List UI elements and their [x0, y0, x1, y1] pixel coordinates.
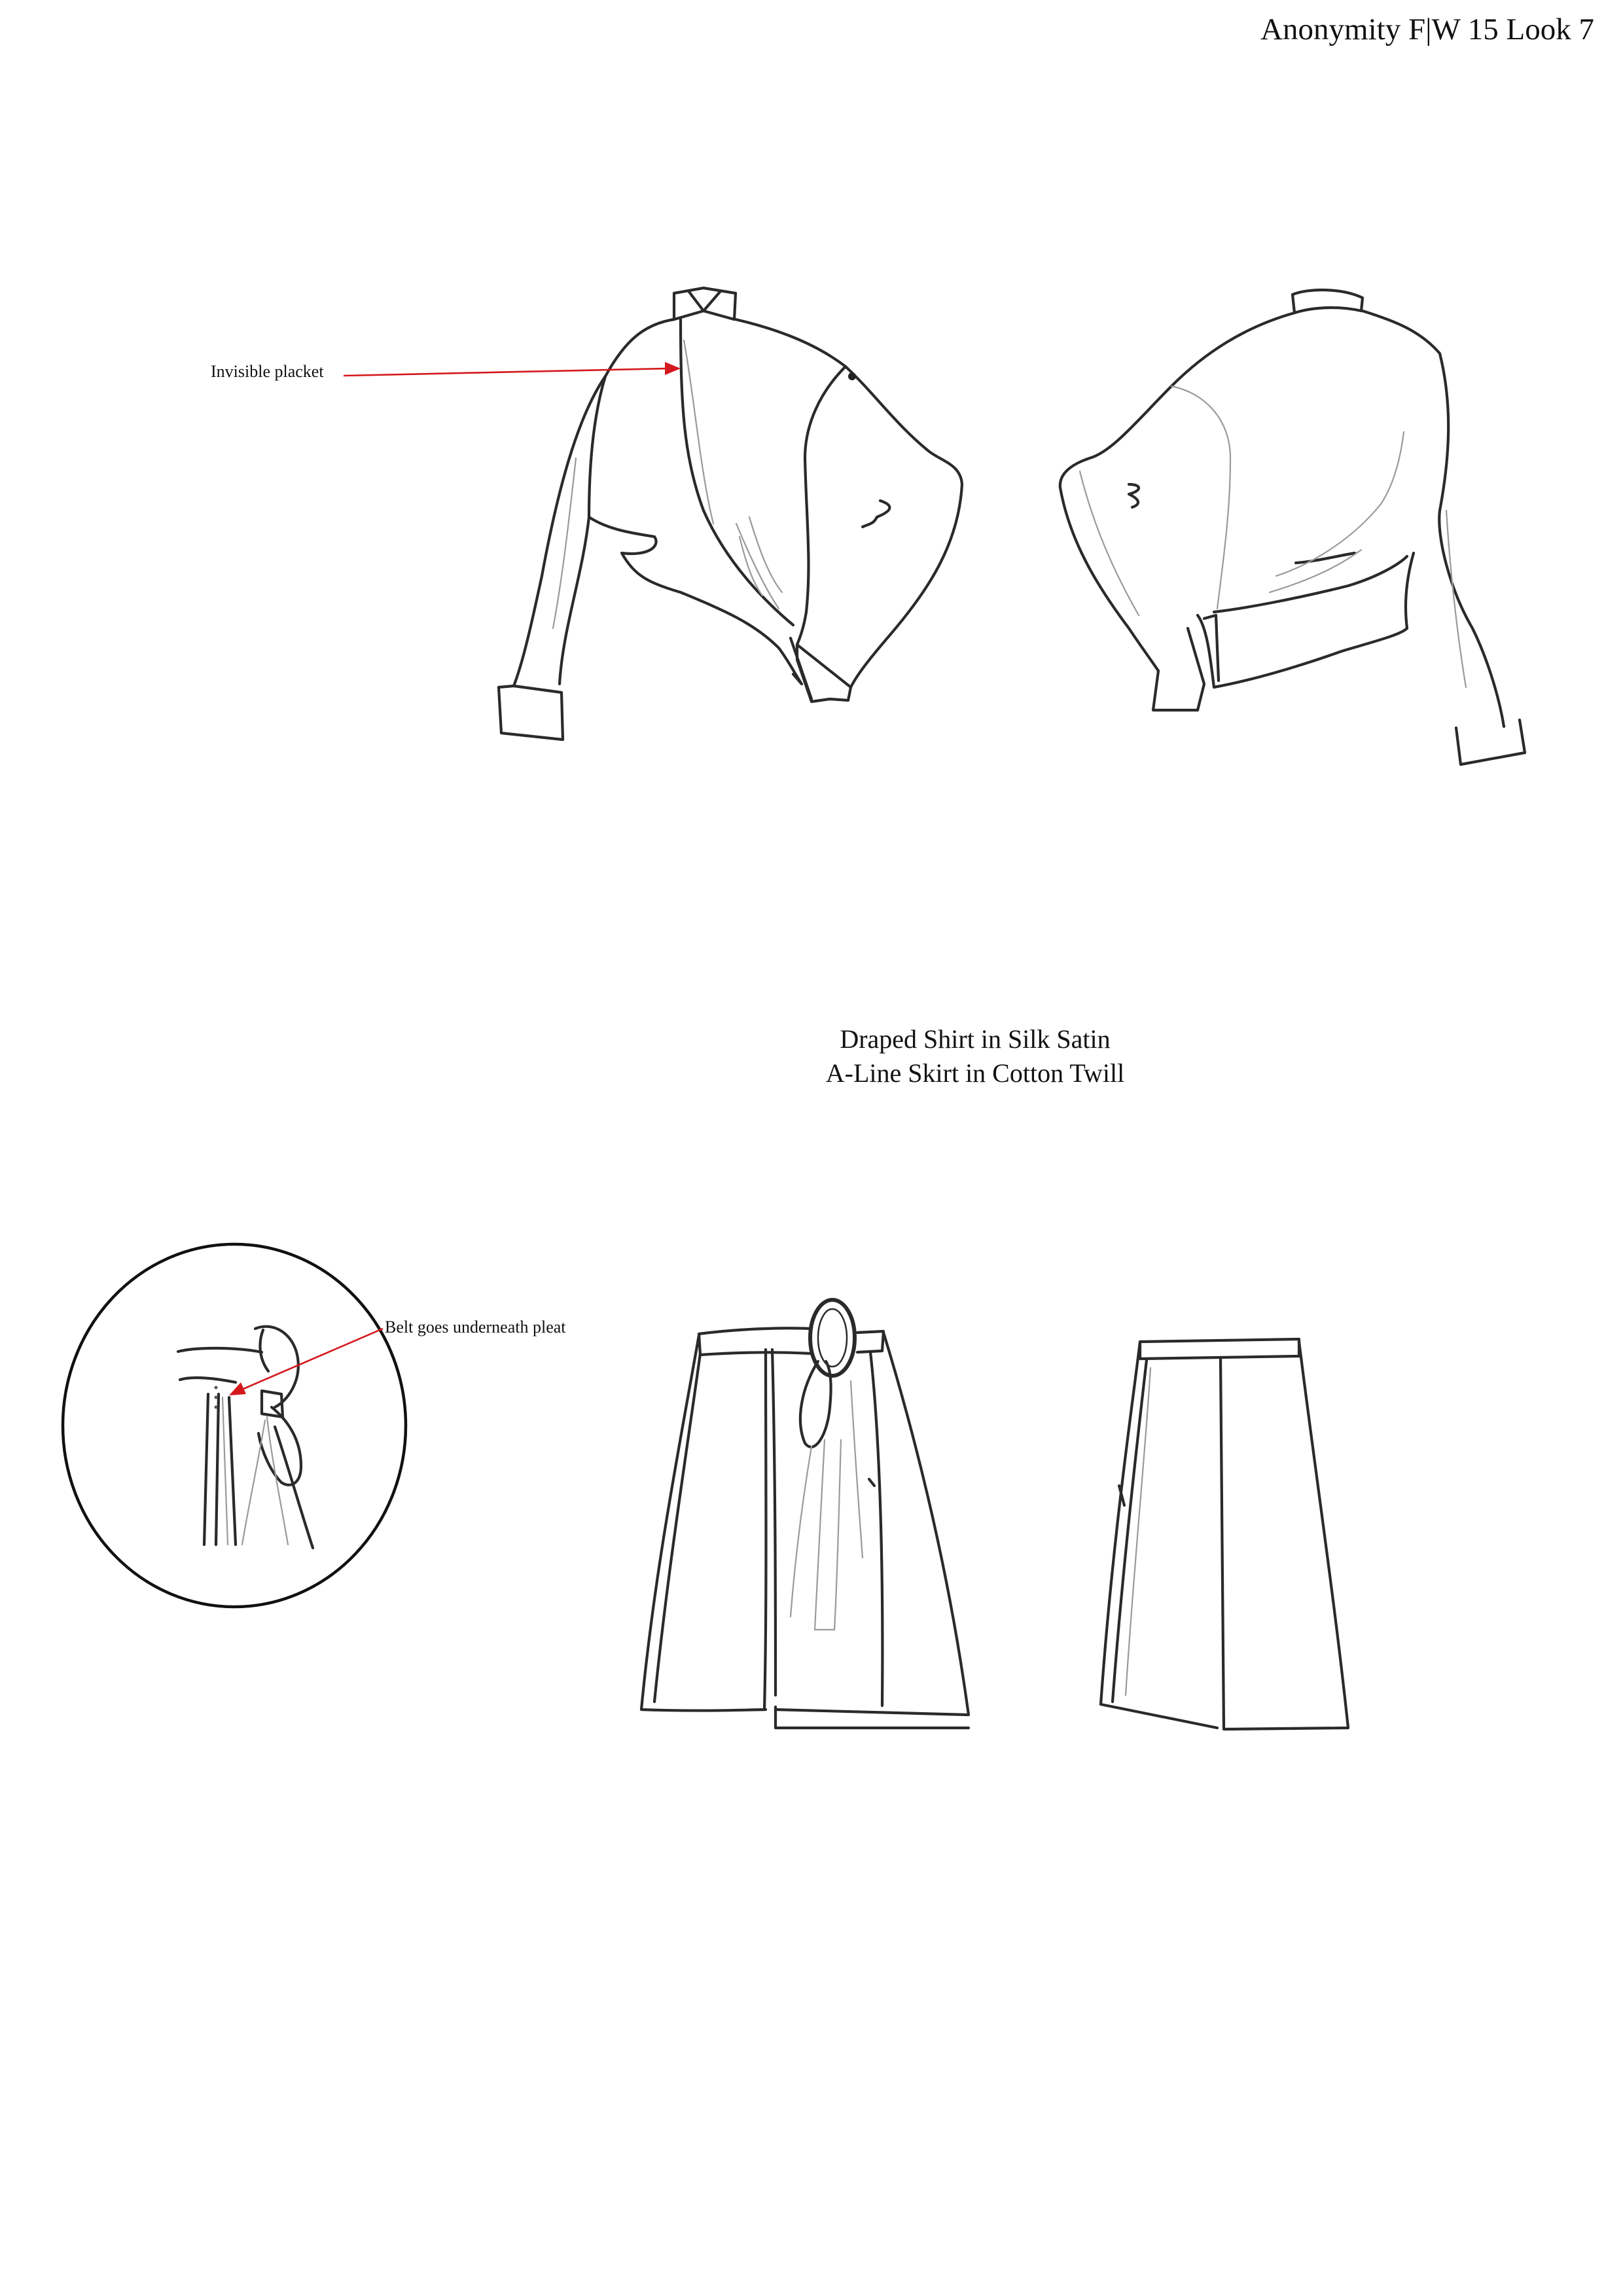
- shirt-front-sketch: [499, 288, 962, 740]
- shirt-back-sketch: [1060, 290, 1525, 764]
- page-title: Anonymity F|W 15 Look 7: [1260, 12, 1594, 46]
- dot-marker: [848, 372, 856, 380]
- caption-skirt: A-Line Skirt in Cotton Twill: [825, 1058, 1125, 1088]
- placket-arrow: [344, 362, 681, 376]
- annotation-invisible-placket: Invisible placket: [211, 362, 324, 381]
- annotation-belt-underneath-pleat: Belt goes underneath pleat: [385, 1318, 566, 1336]
- skirt-back-sketch: [1101, 1339, 1348, 1729]
- caption-shirt: Draped Shirt in Silk Satin: [840, 1024, 1111, 1054]
- skirt-front-sketch: [641, 1300, 969, 1728]
- belt-arrow: [229, 1329, 383, 1395]
- belt-detail-callout: [63, 1244, 406, 1607]
